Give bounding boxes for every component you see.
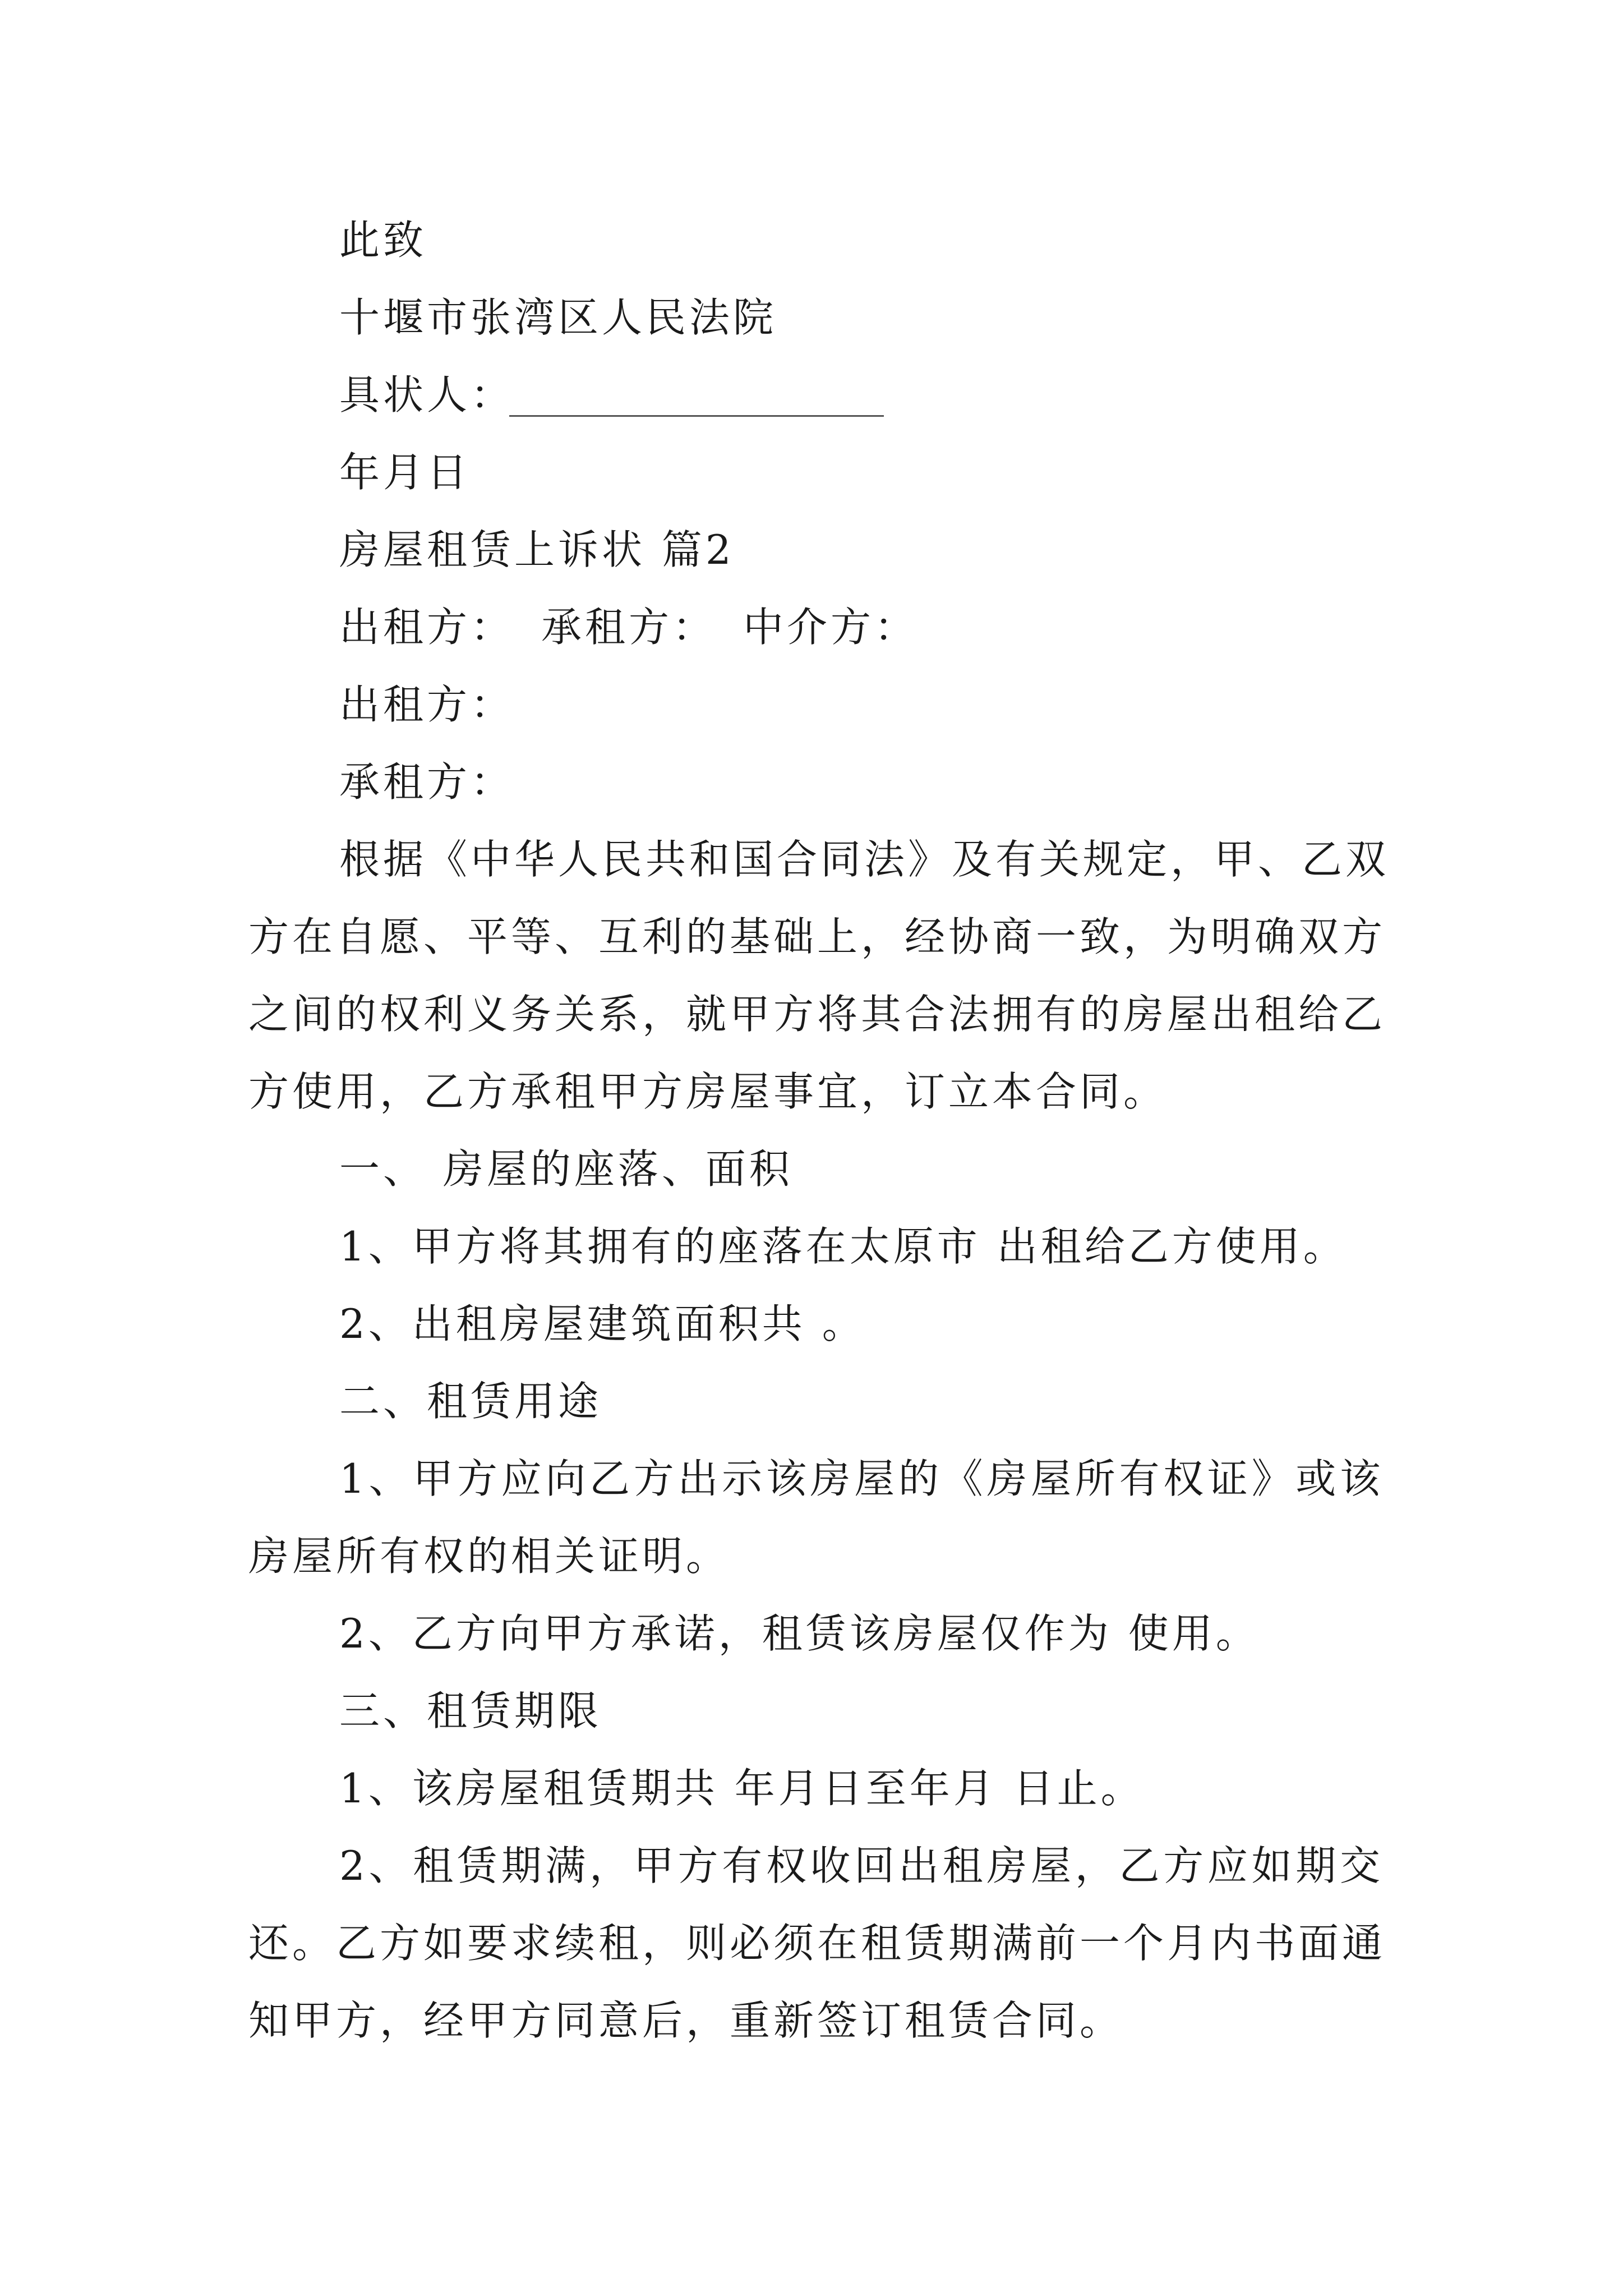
article2-heading: 二、租赁用途: [339, 1378, 602, 1425]
preamble-line-2: 方在自愿、平等、互利的基础上，经协商一致，为明确双方: [248, 913, 1386, 960]
article1-heading: 一、 房屋的座落、面积: [339, 1145, 793, 1193]
signature-blank-line: [509, 415, 884, 417]
article2-item1-line-1: 1、甲方应向乙方出示该房屋的《房屋所有权证》或该: [339, 1455, 1384, 1502]
preamble-line-3: 之间的权利义务关系，就甲方将其合法拥有的房屋出租给乙: [248, 991, 1386, 1038]
parties-line: [339, 604, 919, 651]
lessor-line: 出租方：: [339, 681, 515, 728]
preamble-line-4: 方使用，乙方承租甲方房屋事宜，订立本合同。: [248, 1068, 1168, 1115]
article3-item2-line-2: 还。乙方如要求续租，则必须在租赁期满前一个月内书面通: [248, 1920, 1386, 1967]
article3-item1: 1、该房屋租赁期共 年月日至年月 日止。: [339, 1765, 1145, 1812]
party-lessee-label: 承租方：: [541, 604, 717, 651]
court-name: 十堰市张湾区人民法院: [339, 294, 777, 341]
article2-item1-line-2: 房屋所有权的相关证明。: [248, 1533, 730, 1580]
party-agent-label: 中介方：: [743, 604, 919, 651]
date-line: 年月日: [339, 449, 471, 496]
signer-label: 具状人：: [339, 371, 515, 418]
lessee-line: 承租方：: [339, 758, 515, 806]
party-lessor-label: 出租方：: [339, 604, 515, 651]
article3-heading: 三、租赁期限: [339, 1687, 602, 1734]
article1-item2: 2、出租房屋建筑面积共 。: [339, 1300, 866, 1347]
article2-item2: 2、乙方向甲方承诺，租赁该房屋仅作为 使用。: [339, 1610, 1260, 1657]
article3-item2-line-1: 2、租赁期满，甲方有权收回出租房屋，乙方应如期交: [339, 1842, 1384, 1889]
section-title: 房屋租赁上诉状 篇2: [339, 526, 735, 573]
article3-item2-line-3: 知甲方，经甲方同意后，重新签订租赁合同。: [248, 1997, 1124, 2044]
preamble-line-1: 根据《中华人民共和国合同法》及有关规定，甲、乙双: [339, 836, 1390, 883]
salutation: 此致: [339, 217, 427, 264]
article1-item1: 1、甲方将其拥有的座落在太原市 出租给乙方使用。: [339, 1223, 1347, 1270]
